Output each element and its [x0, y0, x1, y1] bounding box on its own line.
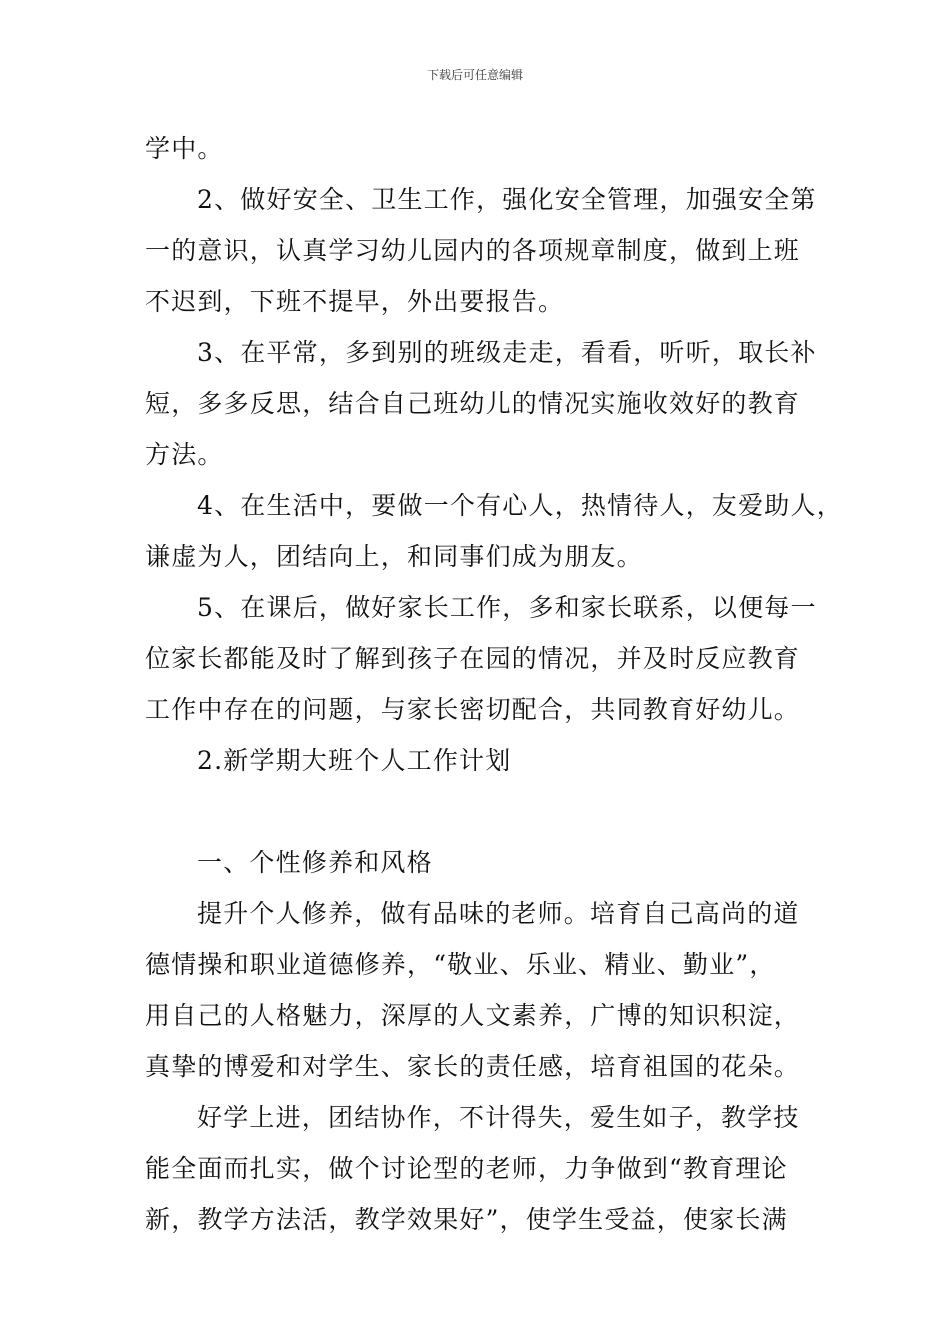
- text-line: 位家长都能及时了解到孩子在园的情况，并及时反应教育: [145, 644, 801, 673]
- text-line: 短，多多反思，结合自己班幼儿的情况实施收效好的教育: [145, 389, 801, 418]
- text-line: 谦虚为人，团结向上，和同事们成为朋友。: [145, 542, 643, 571]
- text-line: 真挚的博爱和对学生、家长的责任感，培育祖国的花朵。: [145, 1052, 801, 1081]
- text-line: 好学上进，团结协作，不计得失，爱生如子，教学技: [197, 1103, 800, 1132]
- text-line: 4、在生活中，要做一个有心人，热情待人，友爱助人，: [197, 491, 843, 520]
- text-line: 德情操和职业道德修养，“敬业、乐业、精业、勤业”，: [145, 950, 776, 979]
- page-header: 下载后可任意编辑: [426, 68, 523, 82]
- text-line: 用自己的人格魅力，深厚的人文素养，广博的知识积淀，: [145, 1001, 801, 1030]
- text-line: 方法。: [145, 440, 224, 469]
- document-body: [145, 123, 843, 1245]
- text-line: 3、在平常，多到别的班级走走，看看，听听，取长补: [197, 338, 817, 367]
- text-line: 工作中存在的问题，与家长密切配合，共同教育好幼儿。: [145, 695, 801, 724]
- text-line: 2、做好安全、卫生工作，强化安全管理，加强安全第: [197, 185, 817, 214]
- text-line: 学中。: [145, 134, 224, 163]
- text-line: 能全面而扎实，做个讨论型的老师，力争做到“教育理论: [145, 1154, 788, 1183]
- text-line: 5、在课后，做好家长工作，多和家长联系，以便每一: [197, 593, 817, 622]
- section-heading: 一、个性修养和风格: [197, 848, 433, 877]
- section-title: 2.新学期大班个人工作计划: [197, 746, 512, 775]
- text-line: 不迟到，下班不提早，外出要报告。: [145, 287, 565, 316]
- text-line: 新，教学方法活，教学效果好”，使学生受益，使家长满: [145, 1205, 788, 1234]
- text-line: 提升个人修养，做有品味的老师。培育自己高尚的道: [197, 899, 800, 928]
- blank-line: [145, 786, 825, 837]
- text-line: 一的意识，认真学习幼儿园内的各项规章制度，做到上班: [145, 236, 801, 265]
